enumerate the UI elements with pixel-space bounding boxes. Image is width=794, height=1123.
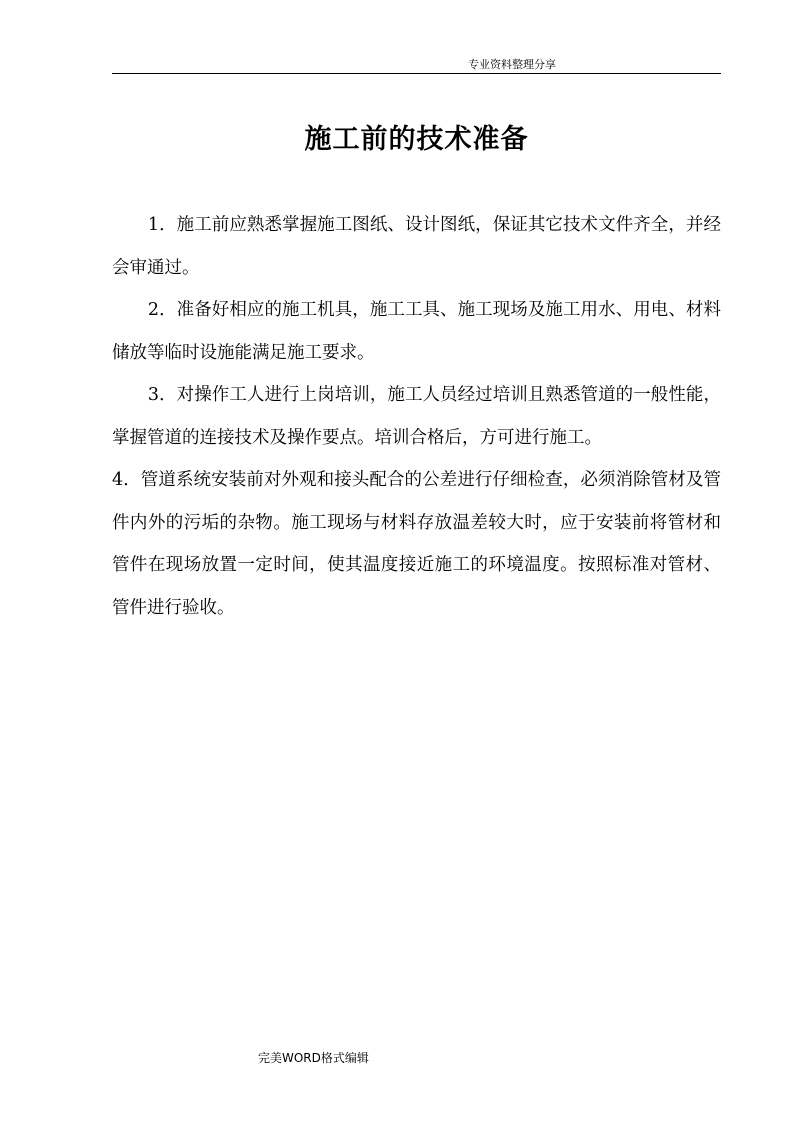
paragraph-4: 4．管道系统安装前对外观和接头配合的公差进行仔细检查，必须消除管材及管件内外的污垢的杂物。施工现场与材料存放温差较大时，应于安装前将管材和管件在现场放置一定时间，使其温度接近施工的环境温度。按照标准对管材、管件进行验收。 [112, 470, 721, 618]
page-header: 专业资料整理分享 [468, 58, 556, 71]
document-body [112, 204, 721, 629]
paragraph-1: 1．施工前应熟悉掌握施工图纸、设计图纸，保证其它技术文件齐全，并经会审通过。 [112, 215, 721, 278]
document-title: 施工前的技术准备 [304, 124, 529, 155]
header-divider [112, 73, 721, 74]
page-footer: 完美WORD格式编辑 [258, 1051, 369, 1065]
paragraph-3: 3．对操作工人进行上岗培训，施工人员经过培训且熟悉管道的一般性能，掌握管道的连接技术及操作要点。培训合格后，方可进行施工。 [112, 385, 721, 448]
paragraph-2: 2．准备好相应的施工机具，施工工具、施工现场及施工用水、用电、材料储放等临时设施能满足施工要求。 [112, 300, 721, 363]
